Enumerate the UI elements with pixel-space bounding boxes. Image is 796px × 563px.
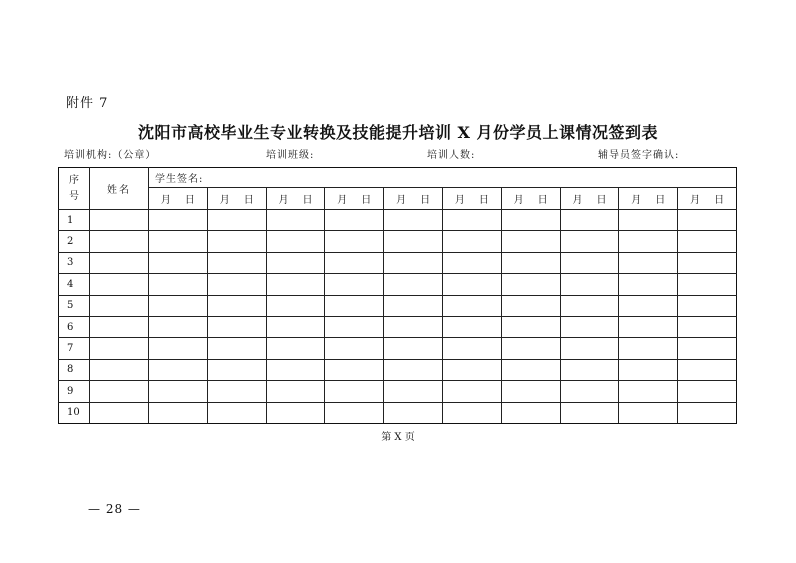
signature-cell[interactable] [149, 381, 208, 402]
signature-cell[interactable] [678, 316, 737, 337]
row-number: 6 [59, 316, 90, 337]
day-label: 日 [596, 195, 607, 206]
signature-cell[interactable] [325, 210, 384, 231]
signature-cell[interactable] [501, 274, 560, 295]
signature-cell[interactable] [442, 402, 501, 423]
day-label: 日 [302, 195, 313, 206]
signature-cell[interactable] [325, 359, 384, 380]
table-row [59, 295, 737, 316]
signature-cell[interactable] [266, 381, 325, 402]
date-header-cell [266, 188, 325, 210]
signature-cell[interactable] [325, 338, 384, 359]
signature-cell[interactable] [384, 381, 443, 402]
name-cell[interactable] [90, 402, 149, 423]
signature-cell[interactable] [149, 338, 208, 359]
signature-cell[interactable] [442, 210, 501, 231]
day-label: 日 [243, 195, 254, 206]
signature-cell[interactable] [619, 210, 678, 231]
signature-cell[interactable] [678, 338, 737, 359]
date-header-cell [501, 188, 560, 210]
signature-cell[interactable] [266, 295, 325, 316]
day-label: 日 [655, 195, 666, 206]
sign-in-table [58, 167, 737, 424]
month-label: 月 [631, 195, 642, 206]
table-row [59, 402, 737, 423]
signature-cell[interactable] [442, 381, 501, 402]
signature-cell[interactable] [266, 402, 325, 423]
signature-cell[interactable] [207, 295, 266, 316]
month-label: 月 [278, 195, 289, 206]
signature-cell[interactable] [501, 210, 560, 231]
signature-cell[interactable] [207, 316, 266, 337]
signature-cell[interactable] [619, 402, 678, 423]
signature-cell[interactable] [678, 295, 737, 316]
signature-cell[interactable] [266, 274, 325, 295]
signature-cell[interactable] [207, 210, 266, 231]
date-header-cell [619, 188, 678, 210]
document-title: 沈阳市高校毕业生专业转换及技能提升培训 X 月份学员上课情况签到表 [137, 123, 659, 142]
row-number: 8 [59, 359, 90, 380]
signature-cell[interactable] [325, 402, 384, 423]
signature-cell[interactable] [384, 231, 443, 252]
signature-cell[interactable] [501, 338, 560, 359]
signature-cell[interactable] [678, 231, 737, 252]
tutor-confirm-label: 辅导员签字确认: [598, 150, 680, 161]
signature-cell[interactable] [207, 381, 266, 402]
signature-cell[interactable] [384, 295, 443, 316]
signature-cell[interactable] [560, 274, 619, 295]
signature-cell[interactable] [149, 231, 208, 252]
signature-cell[interactable] [384, 316, 443, 337]
footer-page-number: — 28 — [88, 502, 141, 516]
signature-cell[interactable] [384, 402, 443, 423]
signature-cell[interactable] [501, 295, 560, 316]
signature-cell[interactable] [384, 252, 443, 273]
signature-cell[interactable] [325, 381, 384, 402]
signature-cell[interactable] [560, 316, 619, 337]
table-row [59, 381, 737, 402]
day-label: 日 [537, 195, 548, 206]
signature-cell[interactable] [207, 231, 266, 252]
row-number: 10 [59, 402, 90, 423]
date-header-cell [207, 188, 266, 210]
signature-cell[interactable] [619, 359, 678, 380]
table-header-row [59, 168, 737, 188]
signature-cell[interactable] [501, 402, 560, 423]
page-number: 第 X 页 [381, 432, 415, 443]
name-cell[interactable] [90, 359, 149, 380]
month-label: 月 [337, 195, 348, 206]
signature-cell[interactable] [442, 359, 501, 380]
row-number: 7 [59, 338, 90, 359]
signature-cell[interactable] [266, 210, 325, 231]
row-number: 5 [59, 295, 90, 316]
day-label: 日 [478, 195, 489, 206]
signature-cell[interactable] [501, 231, 560, 252]
month-label: 月 [513, 195, 524, 206]
name-cell[interactable] [90, 210, 149, 231]
signature-cell[interactable] [501, 359, 560, 380]
signature-cell[interactable] [619, 274, 678, 295]
signature-cell[interactable] [384, 359, 443, 380]
signature-cell[interactable] [560, 402, 619, 423]
table-row [59, 252, 737, 273]
row-number: 4 [59, 274, 90, 295]
institution-label: 培训机构:（公章） [64, 150, 157, 161]
signature-cell[interactable] [266, 252, 325, 273]
signature-cell[interactable] [560, 359, 619, 380]
signature-cell[interactable] [560, 231, 619, 252]
signature-cell[interactable] [442, 252, 501, 273]
date-header-cell [384, 188, 443, 210]
signature-cell[interactable] [207, 338, 266, 359]
signature-cell[interactable] [619, 338, 678, 359]
signature-cell[interactable] [678, 210, 737, 231]
signature-cell[interactable] [442, 295, 501, 316]
row-number: 1 [59, 210, 90, 231]
signature-cell[interactable] [619, 231, 678, 252]
table-row [59, 316, 737, 337]
seq-header-bottom: 号 [69, 190, 79, 202]
name-cell[interactable] [90, 252, 149, 273]
signature-cell[interactable] [619, 252, 678, 273]
signature-cell[interactable] [149, 295, 208, 316]
table-row [59, 359, 737, 380]
day-label: 日 [184, 195, 195, 206]
name-cell[interactable] [90, 338, 149, 359]
date-header-cell [149, 188, 208, 210]
signature-cell[interactable] [325, 274, 384, 295]
signature-cell[interactable] [149, 252, 208, 273]
row-number: 9 [59, 381, 90, 402]
signature-cell[interactable] [619, 381, 678, 402]
signature-cell[interactable] [619, 295, 678, 316]
signature-cell[interactable] [149, 210, 208, 231]
signature-cell[interactable] [560, 252, 619, 273]
signature-cell[interactable] [384, 274, 443, 295]
signature-cell[interactable] [501, 381, 560, 402]
signature-cell[interactable] [501, 252, 560, 273]
name-cell[interactable] [90, 274, 149, 295]
attachment-label: 附件 7 [66, 96, 109, 111]
signature-cell[interactable] [560, 295, 619, 316]
date-header-row [59, 188, 737, 210]
date-header-cell [442, 188, 501, 210]
signature-cell[interactable] [149, 316, 208, 337]
day-label: 日 [714, 195, 725, 206]
name-cell[interactable] [90, 381, 149, 402]
name-cell[interactable] [90, 231, 149, 252]
signature-cell[interactable] [442, 338, 501, 359]
date-header-cell [560, 188, 619, 210]
table-row [59, 231, 737, 252]
signature-cell[interactable] [325, 295, 384, 316]
signature-cell[interactable] [266, 316, 325, 337]
month-label: 月 [396, 195, 407, 206]
signature-cell[interactable] [678, 381, 737, 402]
signature-cell[interactable] [207, 359, 266, 380]
signature-cell[interactable] [384, 210, 443, 231]
signature-cell[interactable] [678, 274, 737, 295]
signature-cell[interactable] [678, 359, 737, 380]
signature-cell[interactable] [325, 231, 384, 252]
month-label: 月 [219, 195, 230, 206]
month-label: 月 [690, 195, 701, 206]
signature-cell[interactable] [560, 381, 619, 402]
signature-cell[interactable] [560, 210, 619, 231]
sign-header: 学生签名: [149, 168, 737, 188]
signature-cell[interactable] [560, 338, 619, 359]
signature-cell[interactable] [207, 252, 266, 273]
name-cell[interactable] [90, 295, 149, 316]
row-number: 2 [59, 231, 90, 252]
class-label: 培训班级: [266, 150, 315, 161]
month-label: 月 [572, 195, 583, 206]
month-label: 月 [160, 195, 171, 206]
signature-cell[interactable] [266, 359, 325, 380]
row-number: 3 [59, 252, 90, 273]
signature-cell[interactable] [678, 402, 737, 423]
seq-header-top: 序 [69, 174, 79, 186]
day-label: 日 [420, 195, 431, 206]
signature-cell[interactable] [442, 316, 501, 337]
name-cell[interactable] [90, 316, 149, 337]
name-header: 姓名 [90, 168, 149, 210]
signature-cell[interactable] [149, 359, 208, 380]
signature-cell[interactable] [442, 231, 501, 252]
signature-cell[interactable] [266, 231, 325, 252]
signature-cell[interactable] [678, 252, 737, 273]
day-label: 日 [361, 195, 372, 206]
count-label: 培训人数: [427, 150, 476, 161]
seq-header [59, 168, 90, 210]
signature-cell[interactable] [384, 338, 443, 359]
month-label: 月 [454, 195, 465, 206]
signature-cell[interactable] [325, 316, 384, 337]
date-header-cell [678, 188, 737, 210]
table-row [59, 338, 737, 359]
signature-cell[interactable] [207, 274, 266, 295]
signature-cell[interactable] [442, 274, 501, 295]
date-header-cell [325, 188, 384, 210]
signature-cell[interactable] [207, 402, 266, 423]
signature-cell[interactable] [149, 274, 208, 295]
signature-cell[interactable] [619, 316, 678, 337]
table-row [59, 210, 737, 231]
signature-cell[interactable] [325, 252, 384, 273]
signature-cell[interactable] [501, 316, 560, 337]
signature-cell[interactable] [149, 402, 208, 423]
table-row [59, 274, 737, 295]
signature-cell[interactable] [266, 338, 325, 359]
